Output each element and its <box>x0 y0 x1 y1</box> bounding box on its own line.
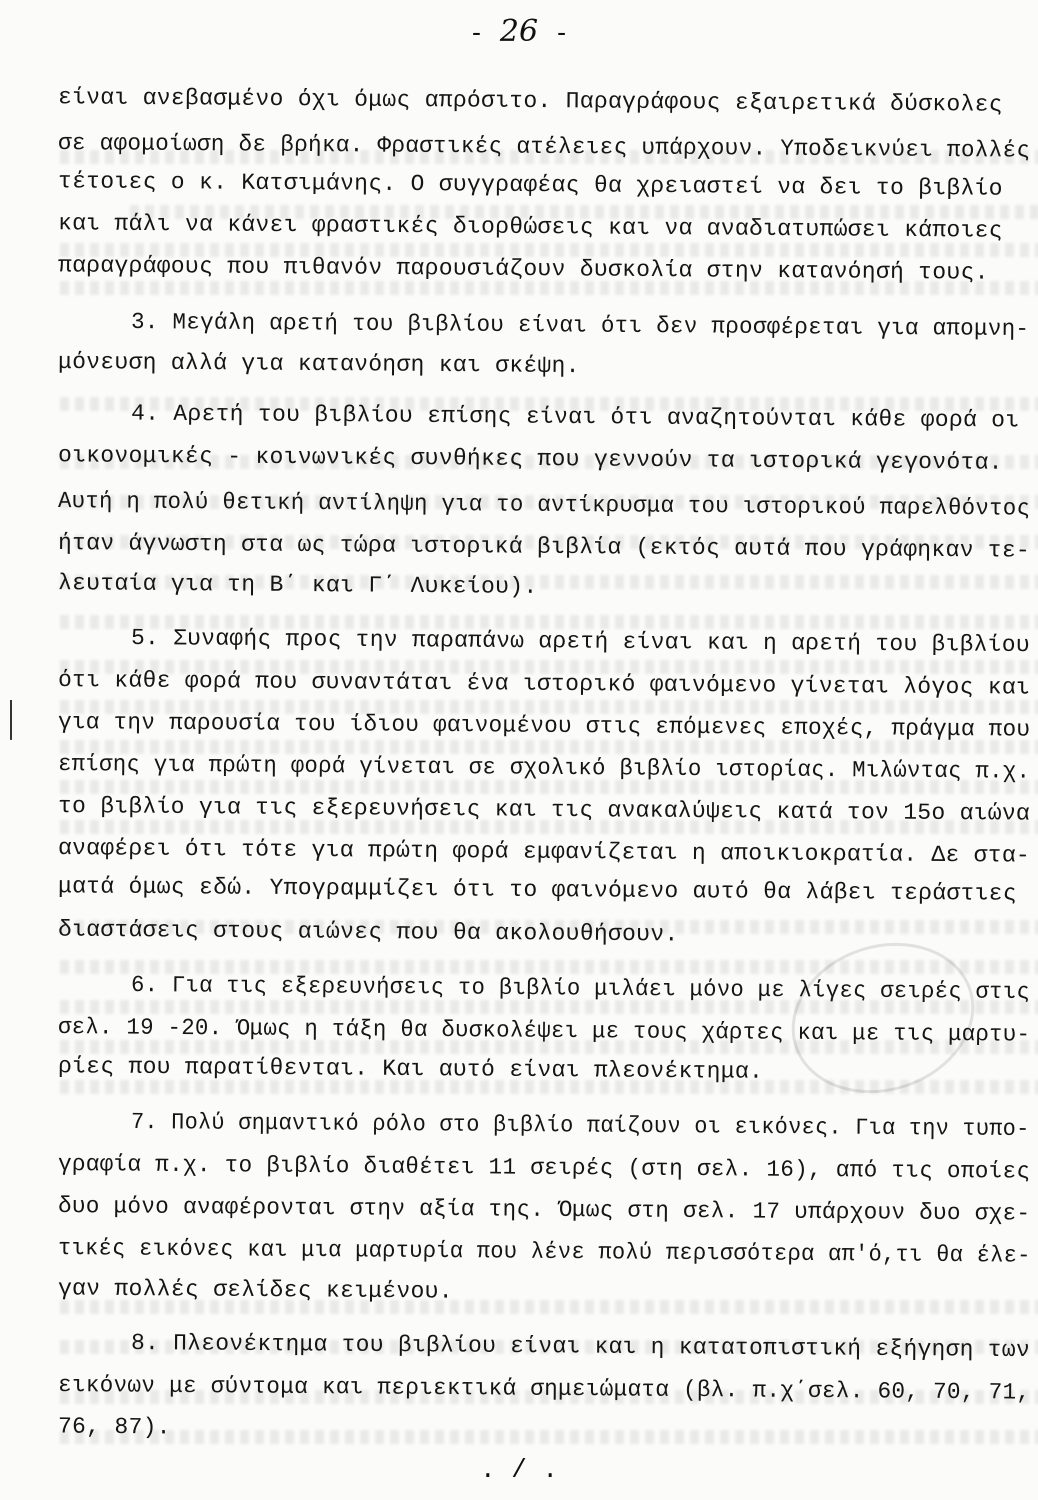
text-line: είναι ανεβασμένο όχι όμως απρόσιτο. Παραγράφους εξαιρετικά δύσκολες <box>57 84 1003 118</box>
text-line: ρίες που παρατίθενται. Και αυτό είναι πλεονέκτημα. <box>57 1053 764 1085</box>
text-line: και πάλι να κάνει φραστικές διορθώσεις και να αναδιατυπώσει κάποιες <box>57 210 1003 244</box>
text-line: Αυτή η πολύ θετική αντίληψη για το αντίκρυσμα του ιστορικού παρελθόντος <box>57 488 1031 522</box>
text-line: 7. Πολύ σημαντικό ρόλο στο βιβλίο παίζουν οι εικόνες. Για την τυπο- <box>130 1109 1030 1143</box>
text-line: για την παρουσία του ίδιου φαινομένου στις επόμενες εποχές, πράγμα που <box>57 709 1031 743</box>
text-line: σε αφομοίωση δε βρήκα. Φραστικές ατέλειες υπάρχουν. Υποδεικνύει πολλές <box>57 130 1031 164</box>
text-line: 8. Πλεονέκτημα του βιβλίου είναι και η κατατοπιστική εξήγηση των <box>130 1330 1031 1364</box>
text-line: τικές εικόνες και μια μαρτυρία που λένε πολύ περισσότερα απ'ό,τι θα έλε- <box>57 1235 1031 1269</box>
text-line: το βιβλίο για τις εξερευνήσεις και τις ανακαλύψεις κατά τον 15ο αιώνα <box>57 793 1031 827</box>
text-line: παραγράφους που πιθανόν παρουσιάζουν δυσκολία στην κατανόησή τους. <box>57 252 989 286</box>
text-line: 5. Συναφής προς την παραπάνω αρετή είναι και η αρετή του βιβλίου <box>130 625 1031 659</box>
text-line: τέτοιες ο κ. Κατσιμάνης. Ο συγγραφέας θα χρειαστεί να δει το βιβλίο <box>57 168 1003 202</box>
text-line: 3. Μεγάλη αρετή του βιβλίου είναι ότι δεν προσφέρεται για απομνη- <box>130 309 1030 343</box>
continuation-mark: . / . <box>479 1455 558 1485</box>
text-line: γραφία π.χ. το βιβλίο διαθέτει 11 σειρές (στη σελ. 16), από τις οποίες <box>57 1151 1031 1185</box>
text-line: λευταία για τη Β΄ και Γ΄ Λυκείου). <box>57 570 538 600</box>
text-line: 76, 87). <box>57 1413 171 1441</box>
page-number: 26 <box>499 14 539 49</box>
text-line: ότι κάθε φορά που συναντάται ένα ιστορικό φαινόμενο γίνεται λόγος και <box>57 667 1031 701</box>
text-line: γαν πολλές σελίδες κειμένου. <box>57 1275 453 1305</box>
text-line: δυο μόνο αναφέρονται στην αξία της. Όμως στη σελ. 17 υπάρχουν δυο σχε- <box>57 1193 1031 1227</box>
text-line: ήταν άγνωστη στα ως τώρα ιστορικά βιβλία (εκτός αυτά που γράφηκαν τε- <box>57 530 1031 564</box>
text-line: εικόνων με σύντομα και περιεκτικά σημειώματα (βλ. π.χ΄σελ. 60, 70, 71, <box>57 1372 1031 1406</box>
text-line: 6. Για τις εξερευνήσεις το βιβλίο μιλάει μόνο με λίγες σειρές στις <box>130 972 1031 1006</box>
text-line: ματά όμως εδώ. Υπογραμμίζει ότι το φαινόμενο αυτό θα λάβει τεράστιες <box>57 873 1018 907</box>
text-line: σελ. 19 -20. Όμως η τάξη θα δυσκολέψει με τους χάρτες και με τις μαρτυ- <box>57 1014 1031 1048</box>
page-number-header: - 26 - <box>468 14 570 49</box>
text-line: 4. Αρετή του βιβλίου επίσης είναι ότι αναζητούνται κάθε φορά οι <box>130 400 1020 434</box>
text-line: μόνευση αλλά για κατανόηση και σκέψη. <box>57 348 580 380</box>
faint-stamp-circle <box>772 920 994 1116</box>
margin-bracket-mark <box>0 700 12 740</box>
text-line: αναφέρει ότι τότε για πρώτη φορά εμφανίζεται η αποικιοκρατία. Δε στα- <box>57 835 1031 869</box>
text-line: διαστάσεις στους αιώνες που θα ακολουθήσουν. <box>57 916 679 948</box>
text-line: επίσης για πρώτη φορά γίνεται σε σχολικό βιβλίο ιστορίας. Μιλώντας π.χ. <box>57 751 1031 785</box>
text-line: οικονομικές - κοινωνικές συνθήκες που γεννούν τα ιστορικά γεγονότα. <box>57 442 1003 476</box>
